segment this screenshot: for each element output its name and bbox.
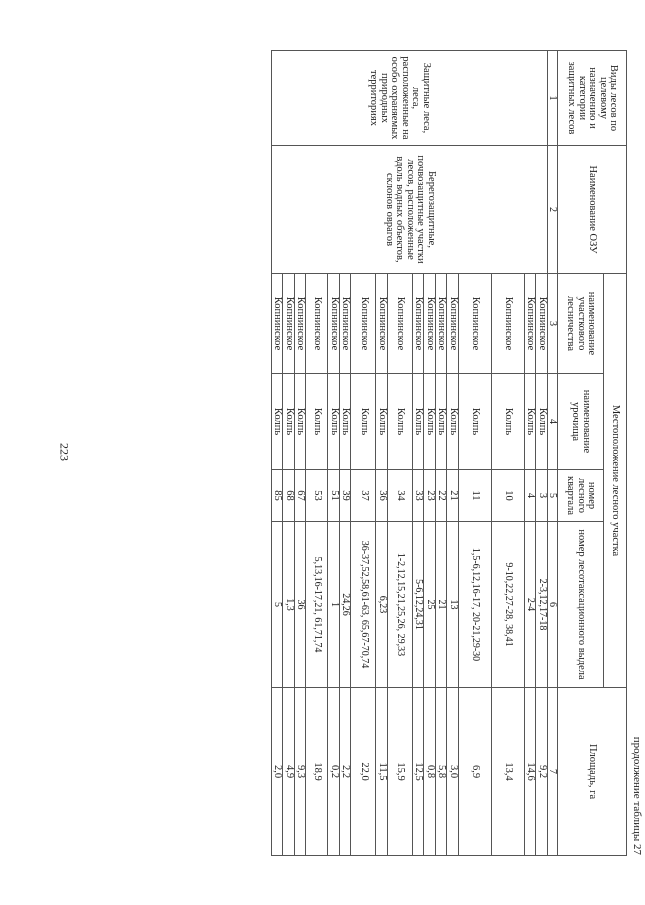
ozu-cell: Берегозащитные, почвозащитные участки лесов, расположенные вдоль водных объектов, склонов оврагов <box>272 146 548 274</box>
tract-cell: Колпь <box>536 374 548 470</box>
forest-type-cell: Защитные леса, леса, расположенные на особо охраняемых природных территориях <box>272 51 548 146</box>
tract-cell: Колпь <box>306 374 328 470</box>
allotment-cell: 5,13,16-17,21, 61,71,74 <box>306 522 328 688</box>
tract-cell: Колпь <box>413 374 425 470</box>
tract-cell: Колпь <box>283 374 295 470</box>
quarter-cell: 36 <box>376 470 388 522</box>
district-cell: Копнинское <box>447 274 459 374</box>
column-number: 6 <box>548 522 558 688</box>
quarter-cell: 51 <box>328 470 340 522</box>
continuation-caption: продолжение таблицы 27 <box>631 736 643 855</box>
allotment-cell: 21 <box>436 522 448 688</box>
tract-cell: Колпь <box>424 374 436 470</box>
table-row <box>536 51 548 856</box>
allotment-cell: 36 <box>295 522 307 688</box>
quarter-cell: 22 <box>436 470 448 522</box>
allotment-cell: 5 <box>272 522 284 688</box>
allotment-cell: 9-10,22,27-28, 38,41 <box>492 522 525 688</box>
tract-cell: Колпь <box>376 374 388 470</box>
quarter-cell: 10 <box>492 470 525 522</box>
area-cell: 2,2 <box>340 688 352 856</box>
allotment-cell: 1-2,12,15,21,25,26, 29,33 <box>388 522 413 688</box>
area-cell: 11,5 <box>376 688 388 856</box>
allotment-cell: 13 <box>447 522 459 688</box>
header-location: Местоположение лесного участка <box>604 274 627 688</box>
allotment-cell: 2-4 <box>525 522 537 688</box>
allotment-cell: 36-37,52,58,61-63, 65,67-70,74 <box>351 522 376 688</box>
area-cell: 5,8 <box>436 688 448 856</box>
area-cell: 22,0 <box>351 688 376 856</box>
column-number: 4 <box>548 374 558 470</box>
district-cell: Копнинское <box>340 274 352 374</box>
district-cell: Копнинское <box>351 274 376 374</box>
district-cell: Копнинское <box>424 274 436 374</box>
header-allotment: номер лесотаксационного выдела <box>558 522 604 688</box>
header-district: наименование участкового лесничества <box>558 274 604 374</box>
quarter-cell: 4 <box>525 470 537 522</box>
header-quarter: номер лесного квартала <box>558 470 604 522</box>
district-cell: Копнинское <box>283 274 295 374</box>
column-number: 1 <box>548 51 558 146</box>
district-cell: Копнинское <box>388 274 413 374</box>
rotated-document <box>90 50 645 855</box>
tract-cell: Колпь <box>272 374 284 470</box>
area-cell: 3,0 <box>447 688 459 856</box>
quarter-cell: 11 <box>459 470 492 522</box>
district-cell: Копнинское <box>459 274 492 374</box>
quarter-cell: 67 <box>295 470 307 522</box>
tract-cell: Колпь <box>492 374 525 470</box>
column-number: 3 <box>548 274 558 374</box>
allotment-cell: 1,5-6,12,16-17, 20-21,29-30 <box>459 522 492 688</box>
area-cell: 6,9 <box>459 688 492 856</box>
area-cell: 0,8 <box>424 688 436 856</box>
area-cell: 0,2 <box>328 688 340 856</box>
tract-cell: Колпь <box>340 374 352 470</box>
allotment-cell: 2-3,12,17-18 <box>536 522 548 688</box>
tract-cell: Колпь <box>436 374 448 470</box>
allotment-cell: 6,23 <box>376 522 388 688</box>
area-cell: 4,9 <box>283 688 295 856</box>
forest-table <box>271 50 627 856</box>
quarter-cell: 37 <box>351 470 376 522</box>
allotment-cell: 5-6,12,24,31 <box>413 522 425 688</box>
district-cell: Копнинское <box>436 274 448 374</box>
district-cell: Копнинское <box>328 274 340 374</box>
column-number: 7 <box>548 688 558 856</box>
column-number: 2 <box>548 146 558 274</box>
area-cell: 15,9 <box>388 688 413 856</box>
header-area: Площадь, га <box>558 688 627 856</box>
quarter-cell: 21 <box>447 470 459 522</box>
quarter-cell: 3 <box>536 470 548 522</box>
tract-cell: Колпь <box>388 374 413 470</box>
allotment-cell: 1 <box>328 522 340 688</box>
tract-cell: Колпь <box>295 374 307 470</box>
district-cell: Копнинское <box>536 274 548 374</box>
column-number: 5 <box>548 470 558 522</box>
district-cell: Копнинское <box>295 274 307 374</box>
tract-cell: Колпь <box>351 374 376 470</box>
area-cell: 14,6 <box>525 688 537 856</box>
area-cell: 2,0 <box>272 688 284 856</box>
allotment-cell: 24,26 <box>340 522 352 688</box>
tract-cell: Колпь <box>328 374 340 470</box>
quarter-cell: 68 <box>283 470 295 522</box>
quarter-cell: 23 <box>424 470 436 522</box>
document-content <box>90 50 645 855</box>
area-cell: 9,2 <box>536 688 548 856</box>
quarter-cell: 39 <box>340 470 352 522</box>
column-numbers-row <box>548 51 558 856</box>
quarter-cell: 34 <box>388 470 413 522</box>
allotment-cell: 25 <box>424 522 436 688</box>
area-cell: 12,5 <box>413 688 425 856</box>
header-ozu: Наименование ОЗУ <box>558 146 627 274</box>
tract-cell: Колпь <box>525 374 537 470</box>
header-tract: наименование урочища <box>558 374 604 470</box>
quarter-cell: 33 <box>413 470 425 522</box>
page-number-text: 223 <box>57 443 72 461</box>
quarter-cell: 53 <box>306 470 328 522</box>
table-body <box>272 51 548 856</box>
tract-cell: Колпь <box>459 374 492 470</box>
header-forest-type: Виды лесов по целевому назначению и категории защитных лесов <box>558 51 627 146</box>
quarter-cell: 85 <box>272 470 284 522</box>
district-cell: Копнинское <box>492 274 525 374</box>
district-cell: Копнинское <box>272 274 284 374</box>
area-cell: 13,4 <box>492 688 525 856</box>
district-cell: Копнинское <box>525 274 537 374</box>
district-cell: Копнинское <box>306 274 328 374</box>
district-cell: Копнинское <box>376 274 388 374</box>
area-cell: 9,3 <box>295 688 307 856</box>
district-cell: Копнинское <box>413 274 425 374</box>
area-cell: 18,9 <box>306 688 328 856</box>
allotment-cell: 1,3 <box>283 522 295 688</box>
tract-cell: Колпь <box>447 374 459 470</box>
